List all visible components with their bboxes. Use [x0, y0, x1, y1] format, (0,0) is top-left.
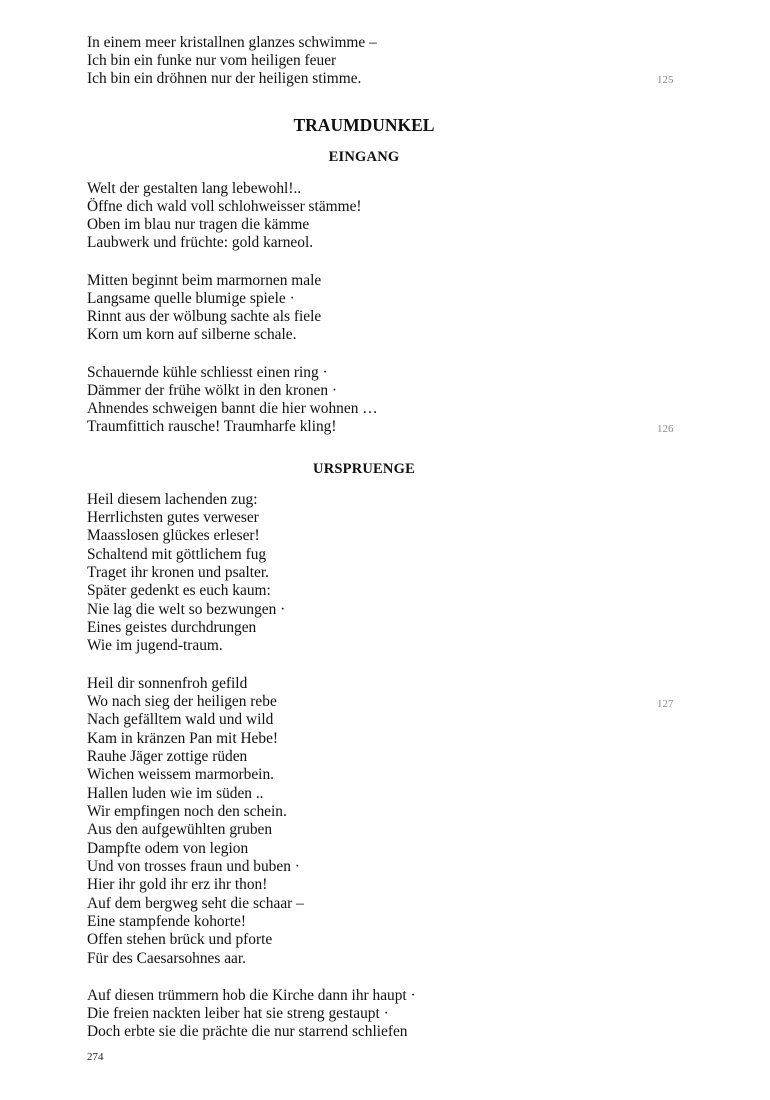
poem-line: Korn um korn auf silberne schale. [87, 326, 297, 343]
poem-line: Maasslosen glückes erleser! [87, 527, 260, 544]
poem-line: Herrlichsten gutes verweser [87, 509, 259, 526]
poem-line: Wie im jugend-traum. [87, 637, 223, 654]
poem-line: Heil dir sonnenfroh gefild [87, 675, 248, 692]
poem-title: EINGANG [328, 149, 400, 165]
poem-line: Rauhe Jäger zottige rüden [87, 748, 248, 765]
section-title: TRAUMDUNKEL [293, 115, 435, 135]
poem-line: Ich bin ein funke nur vom heiligen feuer [87, 52, 337, 69]
poem-line: Öffne dich wald voll schlohweisser stämme! [87, 198, 362, 215]
poem-line: Kam in kränzen Pan mit Hebe! [87, 730, 279, 747]
poem-line: Auf dem bergweg seht die schaar – [87, 895, 304, 912]
poem-line: Ich bin ein dröhnen nur der heiligen stimme. [87, 70, 362, 87]
poem-line: Die freien nackten leiber hat sie streng gestaupt · [87, 1005, 389, 1022]
poem-line: Schauernde kühle schliesst einen ring · [87, 364, 328, 381]
poem-line: Ahnendes schweigen bannt die hier wohnen … [87, 400, 378, 417]
poem-line: Nach gefälltem wald und wild [87, 711, 274, 728]
poem-line: Schaltend mit göttlichem fug [87, 546, 267, 563]
page-number: 274 [87, 1051, 104, 1063]
line-number: 127 [657, 698, 674, 710]
poem-line: Doch erbte sie die prächte die nur starrend schliefen [87, 1023, 408, 1040]
poem-line: Heil diesem lachenden zug: [87, 491, 258, 508]
poem-line: Und von trosses fraun und buben · [87, 858, 300, 875]
poem-line: Nie lag die welt so bezwungen · [87, 601, 286, 618]
poem-line: Eines geistes durchdrungen [87, 619, 257, 636]
poem-line: Oben im blau nur tragen die kämme [87, 216, 310, 233]
poem-line: Dampfte odem von legion [87, 840, 249, 857]
poem-line: Wichen weissem marmorbein. [87, 766, 275, 783]
poem-line: Für des Caesarsohnes aar. [87, 950, 246, 967]
poem-line: Hier ihr gold ihr erz ihr thon! [87, 876, 268, 893]
poem-line: Offen stehen brück und pforte [87, 931, 273, 948]
poem-line: Langsame quelle blumige spiele · [87, 290, 295, 307]
poem-line: In einem meer kristallnen glanzes schwimme – [87, 34, 377, 51]
poem-line: Wo nach sieg der heiligen rebe [87, 693, 277, 710]
poem-line: Später gedenkt es euch kaum: [87, 582, 271, 599]
poem-line: Rinnt aus der wölbung sachte als fiele [87, 308, 322, 325]
poem-line: Auf diesen trümmern hob die Kirche dann ihr haupt · [87, 987, 416, 1004]
line-number: 125 [657, 74, 674, 86]
poem-line: Mitten beginnt beim marmornen male [87, 272, 322, 289]
poem-line: Traget ihr kronen und psalter. [87, 564, 269, 581]
poem-line: Dämmer der frühe wölkt in den kronen · [87, 382, 338, 399]
poem-title: URSPRUENGE [313, 461, 415, 477]
poem-line: Traumfittich rausche! Traumharfe kling! [87, 418, 337, 435]
poem-line: Wir empfingen noch den schein. [87, 803, 287, 820]
poem-line: Welt der gestalten lang lebewohl!.. [87, 180, 302, 197]
line-number: 126 [657, 423, 674, 435]
poem-line: Eine stampfende kohorte! [87, 913, 246, 930]
poem-line: Laubwerk und früchte: gold karneol. [87, 234, 314, 251]
poem-line: Aus den aufgewühlten gruben [87, 821, 273, 838]
poem-line: Hallen luden wie im süden .. [87, 785, 264, 802]
